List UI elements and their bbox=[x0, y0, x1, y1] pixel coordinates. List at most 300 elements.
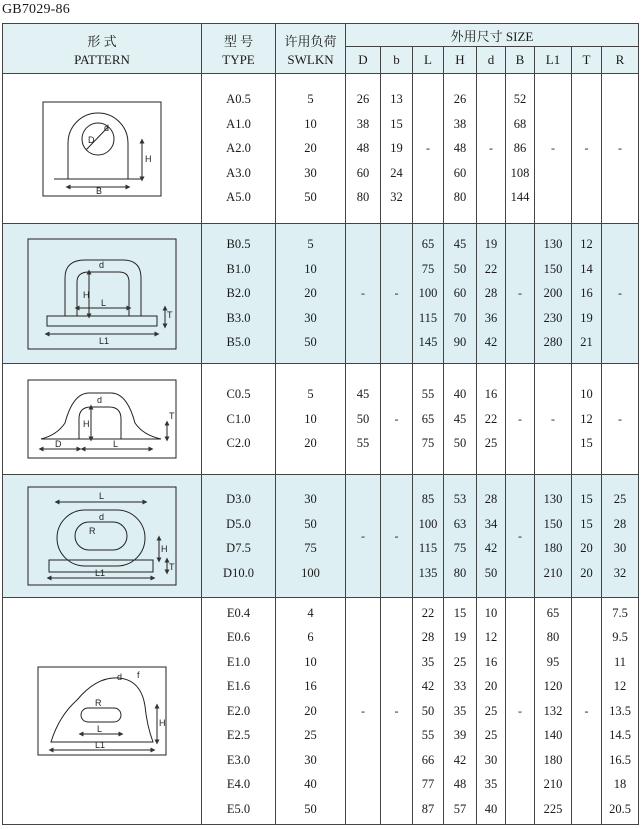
dim-cell-l-value: 65 bbox=[421, 411, 435, 426]
dim-cell-l-value: 77 bbox=[421, 777, 435, 792]
type-cell-value: E5.0 bbox=[226, 801, 251, 816]
dim-cell-r bbox=[602, 74, 639, 224]
dim-cell-l-value: 66 bbox=[421, 752, 435, 767]
dim-cell-h-value: 80 bbox=[453, 565, 467, 580]
type-cell-value: E0.6 bbox=[226, 630, 251, 645]
dim-cell-l1-value: 80 bbox=[546, 630, 560, 645]
dim-cell-b-value: - bbox=[518, 528, 522, 543]
swl-cell-value: 50 bbox=[304, 516, 317, 531]
header-type-cn: 型 号 bbox=[223, 33, 254, 49]
dim-cell-l1-value: 130 bbox=[543, 237, 563, 252]
dim-cell-l-value: 135 bbox=[418, 565, 438, 580]
diagram-label-l1: L1 bbox=[95, 740, 106, 750]
dim-cell-d-value: 36 bbox=[484, 310, 498, 325]
dim-cell-h-value: 75 bbox=[453, 541, 467, 555]
dim-cell-l1-value: 150 bbox=[543, 261, 563, 276]
dim-cell-t-value: 15 bbox=[580, 436, 593, 451]
dim-cell-d-value: - bbox=[361, 703, 365, 718]
header-pattern-en: PATTERN bbox=[74, 51, 130, 67]
type-cell-value: A3.0 bbox=[226, 165, 251, 180]
header-dim-d: d bbox=[477, 47, 506, 74]
dim-cell-d-value: - bbox=[489, 141, 493, 156]
pattern-cell bbox=[3, 475, 202, 598]
type-cell bbox=[202, 598, 276, 825]
diagram-label-t: T bbox=[167, 309, 173, 320]
dim-cell-d bbox=[346, 475, 381, 598]
dim-cell-b-value: - bbox=[394, 528, 399, 543]
dim-cell-r-value: 11 bbox=[613, 654, 627, 669]
dim-cell-h-value: 26 bbox=[453, 92, 467, 107]
dim-cell-h-value: 45 bbox=[453, 411, 467, 426]
dim-cell-h-value: 33 bbox=[453, 679, 467, 694]
type-cell-value: E0.4 bbox=[226, 605, 251, 620]
dim-cell-d-value: 16 bbox=[484, 387, 498, 402]
swl-cell-value: 10 bbox=[304, 654, 317, 669]
dim-cell-t-value: 12 bbox=[580, 411, 593, 426]
dim-cell-b-value: 144 bbox=[510, 190, 530, 205]
dim-cell-d bbox=[477, 475, 506, 598]
diagram-label-h: H bbox=[145, 153, 152, 164]
dim-cell-d-value: 10 bbox=[484, 605, 498, 620]
diagram-label-d: d bbox=[99, 512, 105, 522]
dim-cell-d-value: 22 bbox=[484, 261, 498, 276]
swl-cell bbox=[276, 74, 346, 224]
dim-cell-l1-value: 95 bbox=[546, 654, 560, 669]
dim-cell-t-value: 12 bbox=[580, 237, 593, 252]
dim-cell-b-value: - bbox=[518, 411, 522, 426]
dim-cell-b-value: 19 bbox=[390, 141, 403, 156]
diagram-label-h: H bbox=[161, 544, 168, 554]
dim-cell-l-value: 55 bbox=[421, 387, 435, 402]
pattern-a-diagram bbox=[42, 101, 162, 197]
dim-cell-d-value: - bbox=[361, 286, 365, 301]
dim-cell-d-value: 25 bbox=[484, 728, 498, 743]
type-cell-value: E2.0 bbox=[226, 703, 251, 718]
dim-cell-r-value: 20.5 bbox=[609, 801, 631, 816]
dim-cell-l bbox=[413, 74, 444, 224]
dim-cell-r bbox=[602, 224, 639, 364]
dim-cell-r-value: 18 bbox=[613, 777, 627, 792]
swl-cell-value: 75 bbox=[304, 541, 317, 555]
diagram-label-h: H bbox=[83, 419, 90, 429]
dim-cell-h-value: 42 bbox=[453, 752, 467, 767]
dim-cell-l1 bbox=[535, 224, 572, 364]
header-dim-t: T bbox=[572, 47, 602, 74]
dim-cell-d-value: 80 bbox=[356, 190, 370, 205]
dim-cell-l-value: - bbox=[426, 141, 430, 156]
header-swl-cn: 许用负荷 bbox=[284, 33, 337, 49]
dim-cell-r-value: 13.5 bbox=[609, 703, 631, 718]
dim-cell-r bbox=[602, 598, 639, 825]
pattern-cell bbox=[3, 74, 202, 224]
dim-cell-l-value: 50 bbox=[421, 703, 435, 718]
header-dim-b: b bbox=[381, 47, 413, 74]
dim-cell-l1-value: 150 bbox=[543, 516, 563, 531]
dim-cell-h-value: 60 bbox=[453, 286, 467, 301]
dim-cell-d-value: 42 bbox=[484, 335, 498, 350]
dim-cell-t-value: 19 bbox=[580, 310, 593, 325]
header-dim-l: L bbox=[413, 47, 444, 74]
dim-cell-h-value: 35 bbox=[453, 703, 467, 718]
dim-cell-l1-value: 180 bbox=[543, 752, 563, 767]
header-dim-h: H bbox=[444, 47, 477, 74]
dim-cell-d-value: 26 bbox=[356, 92, 370, 107]
dim-cell-d-value: 35 bbox=[484, 777, 498, 792]
document-title: GB7029-86 bbox=[2, 2, 70, 17]
dim-cell-l bbox=[413, 224, 444, 364]
dim-cell-d-value: - bbox=[361, 528, 365, 543]
dim-cell-r-value: 32 bbox=[613, 565, 627, 580]
swl-cell-value: 50 bbox=[304, 190, 317, 205]
type-cell-value: E3.0 bbox=[226, 752, 251, 767]
diagram-label-l: L bbox=[99, 491, 105, 501]
swl-cell-value: 50 bbox=[304, 335, 317, 350]
pattern-cell bbox=[3, 364, 202, 475]
dim-cell-d-value: 19 bbox=[484, 237, 498, 252]
dim-cell-d bbox=[346, 364, 381, 475]
type-cell bbox=[202, 364, 276, 475]
swl-cell-value: 20 bbox=[304, 436, 317, 451]
pattern-b-diagram bbox=[27, 238, 177, 350]
swl-cell-value: 100 bbox=[301, 565, 320, 580]
type-cell-value: E2.5 bbox=[226, 728, 251, 743]
group-row-d bbox=[3, 475, 639, 598]
dim-cell-t bbox=[572, 598, 602, 825]
dim-cell-b-value: - bbox=[518, 703, 522, 718]
dim-cell-t-value: 20 bbox=[580, 541, 593, 555]
dim-cell-h-value: 53 bbox=[453, 492, 467, 506]
swl-cell-value: 20 bbox=[304, 703, 317, 718]
dim-cell-l1-value: 225 bbox=[543, 801, 563, 816]
dim-cell-t-value: 10 bbox=[580, 387, 593, 402]
dim-cell-d-value: 34 bbox=[484, 516, 498, 531]
group-row-a bbox=[3, 74, 639, 224]
type-cell-value: D5.0 bbox=[226, 516, 251, 531]
header-dim-d: D bbox=[346, 47, 381, 74]
dim-cell-l-value: 100 bbox=[418, 516, 438, 531]
dim-cell-h-value: 38 bbox=[453, 116, 467, 131]
dim-cell-b bbox=[506, 224, 535, 364]
swl-cell-value: 40 bbox=[304, 777, 317, 792]
dim-cell-t-value: 21 bbox=[580, 335, 593, 350]
table-header bbox=[3, 24, 639, 74]
type-cell-value: C0.5 bbox=[226, 387, 251, 402]
spec-table-wrapper bbox=[2, 23, 638, 825]
type-cell-value: B0.5 bbox=[226, 237, 251, 252]
dim-cell-l-value: 85 bbox=[421, 492, 435, 506]
dim-cell-t bbox=[572, 74, 602, 224]
dim-cell-d bbox=[477, 74, 506, 224]
dim-cell-l-value: 22 bbox=[421, 605, 435, 620]
dim-cell-h-value: 90 bbox=[453, 335, 467, 350]
dim-cell-l bbox=[413, 598, 444, 825]
dim-cell-d-value: 25 bbox=[484, 436, 498, 451]
dim-cell-d-value: 60 bbox=[356, 165, 370, 180]
dim-cell-l1 bbox=[535, 598, 572, 825]
header-dim-l1: L1 bbox=[535, 47, 572, 74]
dim-cell-b bbox=[381, 364, 413, 475]
dim-cell-d-value: 48 bbox=[356, 141, 370, 156]
spec-table bbox=[2, 23, 639, 825]
dim-cell-h-value: 60 bbox=[453, 165, 467, 180]
dim-cell-b-value: 15 bbox=[390, 116, 403, 131]
swl-cell-value: 30 bbox=[304, 492, 317, 506]
dim-cell-b bbox=[506, 364, 535, 475]
dim-cell-b bbox=[506, 74, 535, 224]
diagram-label-l: L bbox=[97, 724, 103, 734]
pattern-cell bbox=[3, 598, 202, 825]
dim-cell-t-value: 16 bbox=[580, 286, 593, 301]
dim-cell-r-value: - bbox=[618, 411, 623, 426]
swl-cell-value: 10 bbox=[304, 261, 317, 276]
diagram-label-r: R bbox=[89, 526, 96, 536]
dim-cell-r-value: 16.5 bbox=[609, 752, 631, 767]
dim-cell-b-value: 86 bbox=[513, 141, 527, 156]
dim-cell-r-value: 28 bbox=[613, 516, 627, 531]
swl-cell bbox=[276, 598, 346, 825]
diagram-label-d: d bbox=[117, 672, 123, 682]
dim-cell-h bbox=[444, 364, 477, 475]
dim-cell-r-value: 7.5 bbox=[612, 605, 628, 620]
type-cell-value: A1.0 bbox=[226, 116, 251, 131]
type-cell-value: E1.0 bbox=[226, 654, 251, 669]
dim-cell-d-value: 55 bbox=[356, 436, 370, 451]
swl-cell-value: 25 bbox=[304, 728, 317, 743]
diagram-label-d: d bbox=[99, 259, 105, 270]
swl-cell-value: 30 bbox=[304, 752, 317, 767]
dim-cell-d-value: 50 bbox=[484, 565, 498, 580]
dim-cell-l-value: 55 bbox=[421, 728, 435, 743]
dim-cell-l-value: 65 bbox=[421, 237, 435, 252]
header-type-en: TYPE bbox=[222, 51, 255, 67]
dim-cell-h-value: 40 bbox=[453, 387, 467, 402]
type-cell-value: B1.0 bbox=[226, 261, 251, 276]
dim-cell-r-value: 12 bbox=[613, 679, 627, 694]
dim-cell-b bbox=[506, 598, 535, 825]
dim-cell-h bbox=[444, 224, 477, 364]
dim-cell-l1-value: 140 bbox=[543, 728, 563, 743]
swl-cell bbox=[276, 475, 346, 598]
type-cell-value: E1.6 bbox=[226, 679, 251, 694]
dim-cell-b-value: 32 bbox=[390, 190, 403, 205]
type-cell-value: C2.0 bbox=[226, 436, 251, 451]
swl-cell-value: 10 bbox=[304, 411, 317, 426]
group-row-b bbox=[3, 224, 639, 364]
dim-cell-b-value: 13 bbox=[390, 92, 403, 107]
dim-cell-r-value: 14.5 bbox=[609, 728, 631, 743]
dim-cell-h-value: 48 bbox=[453, 141, 467, 156]
dim-cell-d bbox=[346, 598, 381, 825]
dim-cell-l1-value: 210 bbox=[543, 565, 563, 580]
dim-cell-h bbox=[444, 598, 477, 825]
swl-cell-value: 5 bbox=[307, 92, 314, 107]
dim-cell-h-value: 39 bbox=[453, 728, 467, 743]
type-cell bbox=[202, 224, 276, 364]
dim-cell-h-value: 50 bbox=[453, 261, 467, 276]
dim-cell-t bbox=[572, 224, 602, 364]
dim-cell-r-value: - bbox=[618, 286, 623, 301]
header-pattern bbox=[3, 24, 202, 74]
dim-cell-d-value: 30 bbox=[484, 752, 498, 767]
dim-cell-l1-value: 280 bbox=[543, 335, 563, 350]
dim-cell-t bbox=[572, 364, 602, 475]
dim-cell-l1-value: - bbox=[551, 411, 555, 426]
header-dim-r: R bbox=[602, 47, 639, 74]
dim-cell-l-value: 115 bbox=[418, 310, 438, 325]
dim-cell-b-value: - bbox=[394, 411, 399, 426]
dim-cell-l1-value: 65 bbox=[546, 605, 560, 620]
dim-cell-d-value: 16 bbox=[484, 654, 498, 669]
dim-cell-r-value: 25 bbox=[613, 492, 627, 506]
type-cell-value: A2.0 bbox=[226, 141, 251, 156]
dim-cell-h bbox=[444, 74, 477, 224]
header-type bbox=[202, 24, 276, 74]
dim-cell-b bbox=[506, 475, 535, 598]
dim-cell-l1-value: 210 bbox=[543, 777, 563, 792]
diagram-label-d: D bbox=[88, 134, 95, 145]
type-cell-value: C1.0 bbox=[226, 411, 251, 426]
dim-cell-t-value: - bbox=[584, 141, 589, 156]
dim-cell-t bbox=[572, 475, 602, 598]
dim-cell-b-value: - bbox=[394, 703, 399, 718]
pattern-e-diagram bbox=[37, 666, 167, 756]
dim-cell-l1 bbox=[535, 475, 572, 598]
dim-cell-h-value: 25 bbox=[453, 654, 467, 669]
swl-cell-value: 6 bbox=[307, 630, 314, 645]
header-dim-b: B bbox=[506, 47, 535, 74]
diagram-label-l: L bbox=[101, 297, 107, 308]
dim-cell-b-value: - bbox=[394, 286, 399, 301]
type-cell-value: D10.0 bbox=[223, 565, 254, 580]
dim-cell-r-value: 9.5 bbox=[612, 630, 628, 645]
type-cell-value: A5.0 bbox=[226, 190, 251, 205]
diagram-label-h: H bbox=[83, 289, 90, 300]
dim-cell-d-value: 42 bbox=[484, 541, 498, 555]
dim-cell-l-value: 100 bbox=[418, 286, 438, 301]
diagram-label-d: d bbox=[104, 122, 110, 133]
dim-cell-b-value: 52 bbox=[513, 92, 527, 107]
dim-cell-l1-value: 230 bbox=[543, 310, 563, 325]
dim-cell-b bbox=[381, 475, 413, 598]
dim-cell-h-value: 45 bbox=[453, 237, 467, 252]
swl-cell-value: 50 bbox=[304, 801, 317, 816]
dim-cell-d-value: 12 bbox=[484, 630, 498, 645]
dim-cell-l-value: 35 bbox=[421, 654, 435, 669]
dim-cell-l1-value: 180 bbox=[543, 541, 563, 555]
dim-cell-d-value: 38 bbox=[356, 116, 370, 131]
dim-cell-l1-value: 200 bbox=[543, 286, 563, 301]
swl-cell-value: 30 bbox=[304, 165, 317, 180]
dim-cell-b-value: 68 bbox=[513, 116, 527, 131]
type-cell-value: D3.0 bbox=[226, 492, 251, 506]
header-size: 外用尺寸 SIZE bbox=[346, 24, 639, 47]
dim-cell-l-value: 75 bbox=[421, 261, 435, 276]
dim-cell-h-value: 15 bbox=[453, 605, 467, 620]
swl-cell bbox=[276, 364, 346, 475]
dim-cell-d bbox=[346, 224, 381, 364]
dim-cell-l1-value: 130 bbox=[543, 492, 563, 506]
header-swl-en: SWLKN bbox=[287, 51, 334, 67]
pattern-c-diagram bbox=[27, 379, 177, 459]
diagram-label-h: H bbox=[159, 718, 166, 728]
dim-cell-d-value: 22 bbox=[484, 411, 498, 426]
diagram-label-b: B bbox=[96, 185, 103, 196]
dim-cell-b bbox=[381, 74, 413, 224]
diagram-label-l1: L1 bbox=[95, 568, 106, 578]
pattern-d-diagram bbox=[27, 486, 177, 586]
dim-cell-b-value: - bbox=[518, 286, 522, 301]
swl-cell-value: 20 bbox=[304, 141, 317, 156]
diagram-label-r: R bbox=[95, 698, 102, 708]
dim-cell-l bbox=[413, 364, 444, 475]
dim-cell-d-value: 28 bbox=[484, 492, 498, 506]
swl-cell bbox=[276, 224, 346, 364]
dim-cell-r bbox=[602, 364, 639, 475]
dim-cell-l1-value: - bbox=[551, 141, 555, 156]
dim-cell-r bbox=[602, 475, 639, 598]
dim-cell-l-value: 28 bbox=[421, 630, 435, 645]
dim-cell-h-value: 57 bbox=[453, 801, 467, 816]
dim-cell-h-value: 80 bbox=[453, 190, 467, 205]
swl-cell-value: 10 bbox=[304, 116, 317, 131]
dim-cell-l-value: 115 bbox=[418, 541, 438, 555]
diagram-label-l1: L1 bbox=[99, 335, 110, 346]
group-row-e bbox=[3, 598, 639, 825]
dim-cell-h-value: 70 bbox=[453, 310, 467, 325]
dim-cell-d-value: 45 bbox=[356, 387, 370, 402]
diagram-label-d: d bbox=[97, 395, 103, 405]
dim-cell-l1-value: 120 bbox=[543, 679, 563, 694]
dim-cell-l1 bbox=[535, 74, 572, 224]
dim-cell-l-value: 87 bbox=[421, 801, 435, 816]
diagram-label-l: L bbox=[113, 439, 119, 449]
dim-cell-l bbox=[413, 475, 444, 598]
diagram-label-t: T bbox=[169, 562, 175, 572]
dim-cell-d-value: 50 bbox=[356, 411, 370, 426]
dim-cell-t-value: 20 bbox=[580, 565, 593, 580]
type-cell-value: E4.0 bbox=[226, 777, 251, 792]
dim-cell-b bbox=[381, 598, 413, 825]
pattern-cell bbox=[3, 224, 202, 364]
swl-cell-value: 16 bbox=[304, 679, 317, 694]
diagram-label-f: f bbox=[137, 670, 140, 680]
dim-cell-h-value: 50 bbox=[453, 436, 467, 451]
diagram-label-d: D bbox=[55, 439, 62, 449]
dim-cell-d-value: 20 bbox=[484, 679, 498, 694]
dim-cell-r-value: 30 bbox=[613, 541, 627, 555]
dim-cell-h-value: 48 bbox=[453, 777, 467, 792]
dim-cell-b bbox=[381, 224, 413, 364]
swl-cell-value: 5 bbox=[307, 387, 314, 402]
dim-cell-l-value: 42 bbox=[421, 679, 435, 694]
group-row-c bbox=[3, 364, 639, 475]
diagram-label-t: T bbox=[169, 411, 175, 421]
type-cell-value: A0.5 bbox=[226, 92, 251, 107]
dim-cell-d bbox=[346, 74, 381, 224]
swl-cell-value: 30 bbox=[304, 310, 317, 325]
dim-cell-d-value: 40 bbox=[484, 801, 498, 816]
header-swl bbox=[276, 24, 346, 74]
dim-cell-d-value: 25 bbox=[484, 703, 498, 718]
dim-cell-b-value: 24 bbox=[390, 165, 403, 180]
header-pattern-cn: 形 式 bbox=[87, 33, 117, 49]
dim-cell-h bbox=[444, 475, 477, 598]
dim-cell-t-value: - bbox=[584, 703, 589, 718]
dim-cell-b-value: 108 bbox=[510, 165, 530, 180]
dim-cell-h-value: 19 bbox=[453, 630, 467, 645]
dim-cell-d bbox=[477, 598, 506, 825]
dim-cell-t-value: 15 bbox=[580, 516, 593, 531]
